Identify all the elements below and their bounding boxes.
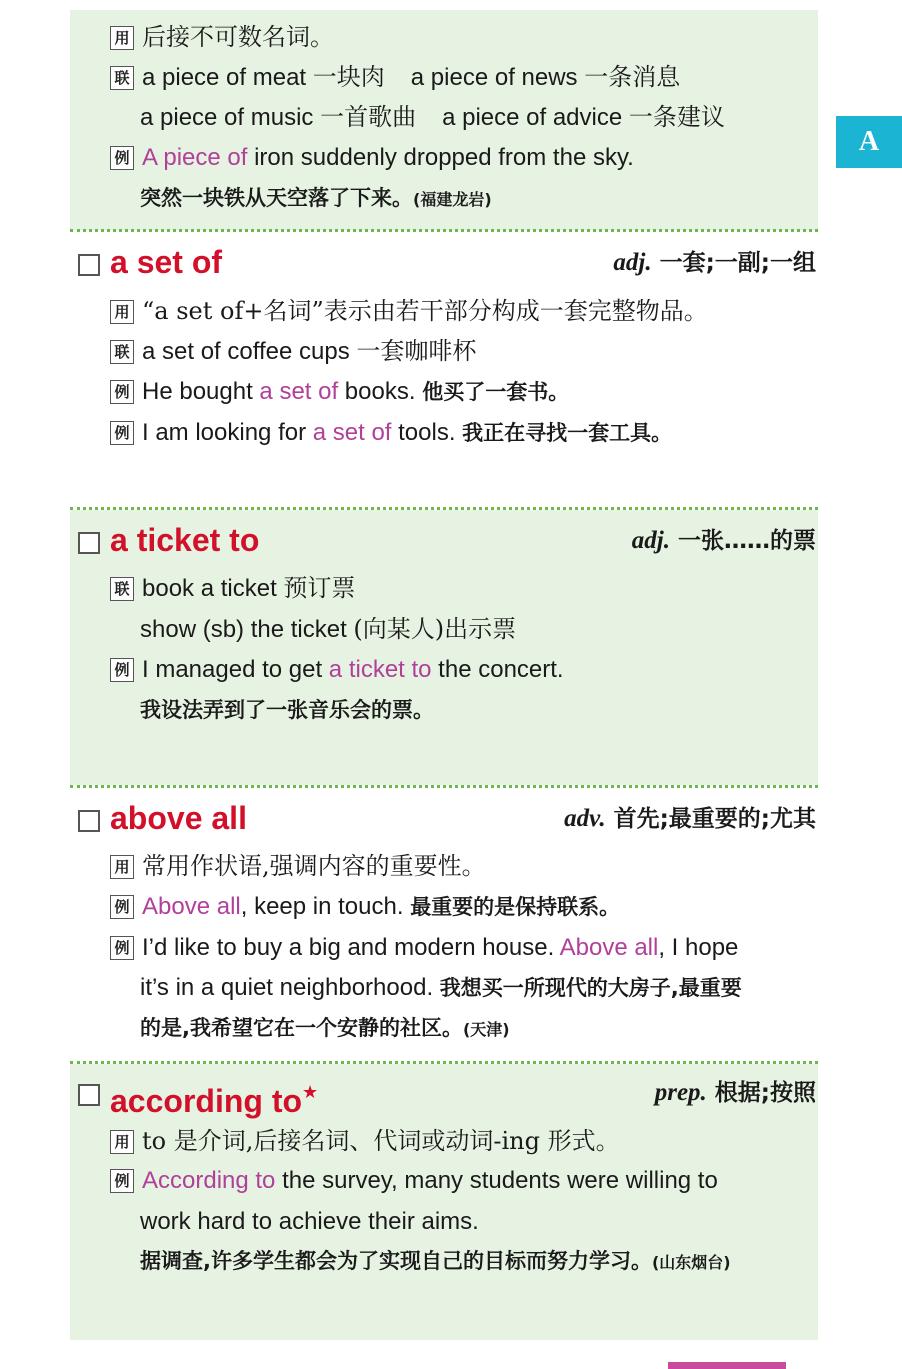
example-line xyxy=(110,377,814,407)
link-tag: 联 xyxy=(110,577,134,601)
page-edge-tab xyxy=(668,1362,786,1369)
meaning: 根据;按照 xyxy=(714,1080,816,1106)
source-note: (山东烟台) xyxy=(651,1253,731,1272)
example-line xyxy=(140,1207,814,1237)
review-checkbox[interactable] xyxy=(78,532,100,554)
example-text: He bought xyxy=(142,378,260,405)
link-line xyxy=(110,62,814,93)
example-text: books. xyxy=(338,378,416,405)
part-of-speech xyxy=(632,524,816,558)
link-phrase: a piece of music xyxy=(140,104,314,131)
section-divider xyxy=(70,229,818,232)
example-text: , I hope xyxy=(658,934,739,961)
usage-tag: 用 xyxy=(110,300,134,324)
translation-text: 据调查,许多学生都会为了实现自己的目标而努力学习。 xyxy=(140,1249,652,1273)
headword xyxy=(110,1072,318,1121)
example-tag: 例 xyxy=(110,380,134,404)
usage-tag: 用 xyxy=(110,855,134,879)
example-line xyxy=(110,143,814,173)
highlighted-phrase: a set of xyxy=(259,378,339,405)
meaning: 一张……的票 xyxy=(678,528,816,554)
translation-text: 我设法弄到了一张音乐会的票。 xyxy=(140,698,434,722)
highlighted-phrase: a ticket to xyxy=(328,656,432,683)
review-checkbox[interactable] xyxy=(78,810,100,832)
link-line xyxy=(140,102,814,133)
headword-text: according to xyxy=(110,1083,303,1119)
example-text: I’d like to buy a big and modern house. xyxy=(142,934,560,961)
link-phrase: a piece of advice xyxy=(442,104,623,131)
usage-text: 常用作状语,强调内容的重要性。 xyxy=(142,852,486,880)
link-translation: (向某人)出示票 xyxy=(353,615,517,643)
headword: above all xyxy=(110,800,247,836)
link-line xyxy=(140,614,814,645)
usage-line xyxy=(110,851,814,882)
example-text: I managed to get xyxy=(142,656,329,683)
example-translation xyxy=(140,695,814,725)
usage-line xyxy=(110,22,814,53)
section-divider xyxy=(70,785,818,788)
section-letter-tab[interactable]: A xyxy=(836,116,902,168)
highlighted-phrase: Above all xyxy=(142,893,241,920)
pos-abbrev: adv. xyxy=(564,805,606,832)
link-tag: 联 xyxy=(110,66,134,90)
example-text: the concert. xyxy=(431,656,564,683)
pos-abbrev: adj. xyxy=(613,249,652,276)
link-translation: 一条消息 xyxy=(584,63,681,91)
pos-abbrev: prep. xyxy=(654,1079,707,1106)
example-line xyxy=(110,418,814,448)
example-tag: 例 xyxy=(110,895,134,919)
review-checkbox[interactable] xyxy=(78,1084,100,1106)
highlighted-phrase: A piece of xyxy=(142,144,248,171)
link-translation: 一条建议 xyxy=(628,103,725,131)
example-translation xyxy=(140,183,814,215)
example-tag: 例 xyxy=(110,421,134,445)
meaning: 首先;最重要的;尤其 xyxy=(613,806,816,832)
example-translation xyxy=(140,1246,814,1278)
example-tag: 例 xyxy=(110,1169,134,1193)
highlighted-phrase: According to xyxy=(142,1167,276,1194)
translation-text: 最重要的是保持联系。 xyxy=(410,895,621,919)
star-icon: ★ xyxy=(302,1082,319,1102)
source-note: (福建龙岩) xyxy=(413,190,492,209)
usage-tag: 用 xyxy=(110,26,134,50)
highlighted-phrase: Above all xyxy=(559,934,659,961)
link-tag: 联 xyxy=(110,340,134,364)
example-translation xyxy=(140,1013,814,1045)
entry-header xyxy=(78,520,816,560)
example-text: iron suddenly dropped from the sky. xyxy=(247,144,634,171)
example-tag: 例 xyxy=(110,658,134,682)
link-translation: 一套咖啡杯 xyxy=(356,337,477,365)
example-line xyxy=(110,655,814,685)
translation-text: 我想买一所现代的大房子,最重要 xyxy=(439,976,742,1000)
example-text: I am looking for xyxy=(142,419,313,446)
translation-text: 我正在寻找一套工具。 xyxy=(462,421,673,445)
headword: a set of xyxy=(110,244,223,280)
link-translation: 一块肉 xyxy=(312,63,385,91)
example-line xyxy=(110,1166,814,1196)
link-phrase: book a ticket xyxy=(142,575,277,602)
part-of-speech xyxy=(613,246,816,280)
example-line xyxy=(110,892,814,922)
headword: a ticket to xyxy=(110,522,260,558)
example-tag: 例 xyxy=(110,936,134,960)
entry-header xyxy=(78,798,816,838)
link-phrase: show (sb) the ticket xyxy=(140,616,347,643)
example-tag: 例 xyxy=(110,146,134,170)
example-text: the survey, many students were willing to xyxy=(275,1167,718,1194)
usage-line xyxy=(110,296,814,327)
pos-abbrev: adj. xyxy=(631,527,670,554)
example-text: it’s in a quiet neighborhood. xyxy=(140,974,434,1001)
link-phrase: a piece of meat xyxy=(142,64,307,91)
usage-tag: 用 xyxy=(110,1130,134,1154)
usage-text: to 是介词,后接名词、代词或动词-ing 形式。 xyxy=(142,1127,620,1155)
example-text: tools. xyxy=(391,419,456,446)
usage-text: “a set of+名词”表示由若干部分构成一套完整物品。 xyxy=(142,297,708,325)
link-line xyxy=(110,336,814,367)
review-checkbox[interactable] xyxy=(78,254,100,276)
entry-header xyxy=(78,242,816,282)
example-line xyxy=(110,933,814,963)
example-text: , keep in touch. xyxy=(240,893,404,920)
link-translation: 一首歌曲 xyxy=(320,103,417,131)
translation-text: 突然一块铁从天空落了下来。 xyxy=(140,186,413,210)
example-text: work hard to achieve their aims. xyxy=(140,1208,479,1235)
source-note: (天津) xyxy=(462,1020,510,1039)
link-translation: 预订票 xyxy=(283,574,356,602)
link-phrase: a set of coffee cups xyxy=(142,338,350,365)
usage-line xyxy=(110,1126,814,1157)
example-line xyxy=(140,973,814,1003)
translation-text: 他买了一套书。 xyxy=(422,380,570,404)
highlighted-phrase: a set of xyxy=(312,419,392,446)
link-phrase: a piece of news xyxy=(410,64,578,91)
part-of-speech xyxy=(564,802,816,836)
meaning: 一套;一副;一组 xyxy=(659,250,816,276)
link-line xyxy=(110,573,814,604)
entry-header xyxy=(78,1072,816,1119)
usage-text: 后接不可数名词。 xyxy=(142,23,334,51)
translation-text: 的是,我希望它在一个安静的社区。 xyxy=(140,1016,463,1040)
part-of-speech xyxy=(655,1076,816,1110)
